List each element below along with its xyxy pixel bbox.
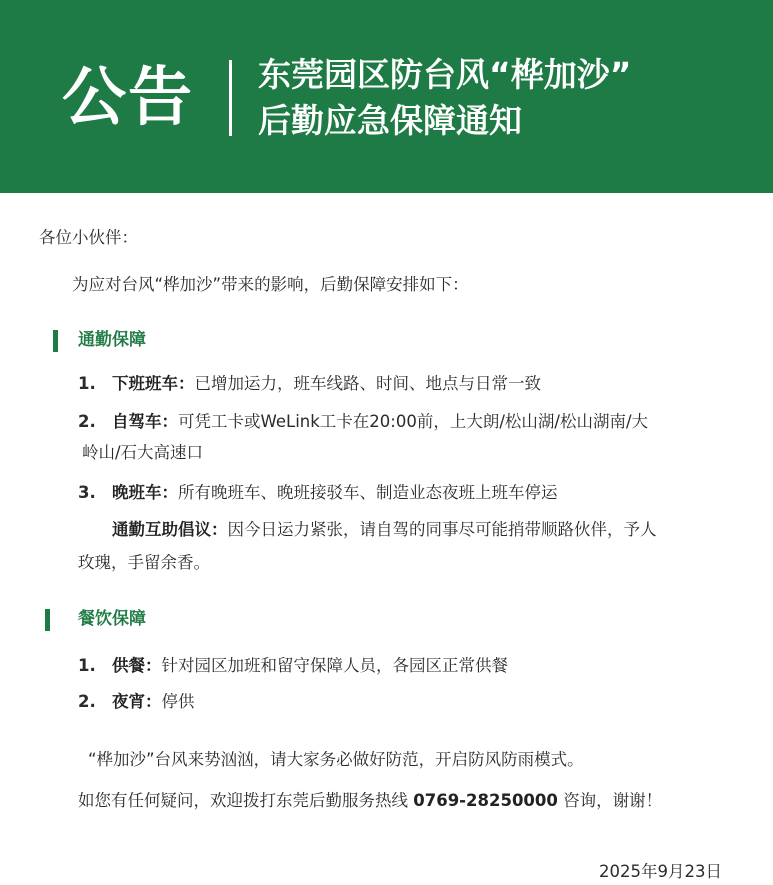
item-label: 夜宵： <box>112 692 162 711</box>
hotline-text <box>78 789 662 813</box>
notice-tag: 公告 <box>62 61 194 135</box>
item-text-continued: 岭山/石大高速口 <box>82 443 204 462</box>
commute-initiative <box>112 518 657 542</box>
item-label: 下班班车： <box>112 374 195 393</box>
notice-title-line1: 东莞园区防台风“桦加沙” <box>258 55 632 94</box>
initiative-text-continued: 玫瑰，手留余香。 <box>78 553 210 572</box>
list-item-number: 1. <box>78 656 96 675</box>
banner-divider <box>229 60 232 136</box>
list-item-number: 1. <box>78 374 96 393</box>
hotline-prefix: 如您有任何疑问，欢迎拨打东莞后勤服务热线 <box>78 791 414 810</box>
intro-text: 为应对台风“桦加沙”带来的影响，后勤保障安排如下： <box>72 275 469 294</box>
notice-title-line2: 后勤应急保障通知 <box>258 101 522 140</box>
item-text: 停供 <box>161 692 195 711</box>
item-label: 晚班车： <box>112 483 178 502</box>
section-marker <box>53 330 58 352</box>
list-item <box>112 481 558 505</box>
list-item <box>112 410 648 434</box>
greeting: 各位小伙伴： <box>39 228 138 247</box>
initiative-label: 通勤互助倡议： <box>112 520 228 539</box>
item-label: 供餐： <box>112 656 162 675</box>
item-text: 针对园区加班和留守保障人员，各园区正常供餐 <box>161 656 508 675</box>
item-label: 自驾车： <box>112 412 178 431</box>
item-text: 已增加运力，班车线路、时间、地点与日常一致 <box>194 374 541 393</box>
hotline-suffix: 咨询，谢谢！ <box>557 791 663 810</box>
notice-title <box>258 52 631 144</box>
item-text: 可凭工卡或WeLink工卡在20:00前，上大朗/松山湖/松山湖南/大 <box>178 412 649 431</box>
section-title-commute: 通勤保障 <box>78 330 146 350</box>
list-item <box>112 654 508 678</box>
list-item-number: 3. <box>78 483 96 502</box>
section-title-catering: 餐饮保障 <box>78 609 146 629</box>
initiative-text: 因今日运力紧张，请自驾的同事尽可能捎带顺路伙伴，予人 <box>227 520 657 539</box>
list-item-number: 2. <box>78 412 96 431</box>
list-item-number: 2. <box>78 692 96 711</box>
item-text: 所有晚班车、晚班接驳车、制造业态夜班上班车停运 <box>178 483 558 502</box>
section-marker <box>45 609 50 631</box>
hotline-number: 0769-28250000 <box>413 791 558 810</box>
list-item <box>112 690 195 714</box>
notice-date: 2025年9月23日 <box>599 862 722 881</box>
list-item <box>112 372 541 396</box>
header-banner <box>0 0 773 193</box>
closing-text: “桦加沙”台风来势汹汹，请大家务必做好防范，开启防风防雨模式。 <box>88 750 584 769</box>
